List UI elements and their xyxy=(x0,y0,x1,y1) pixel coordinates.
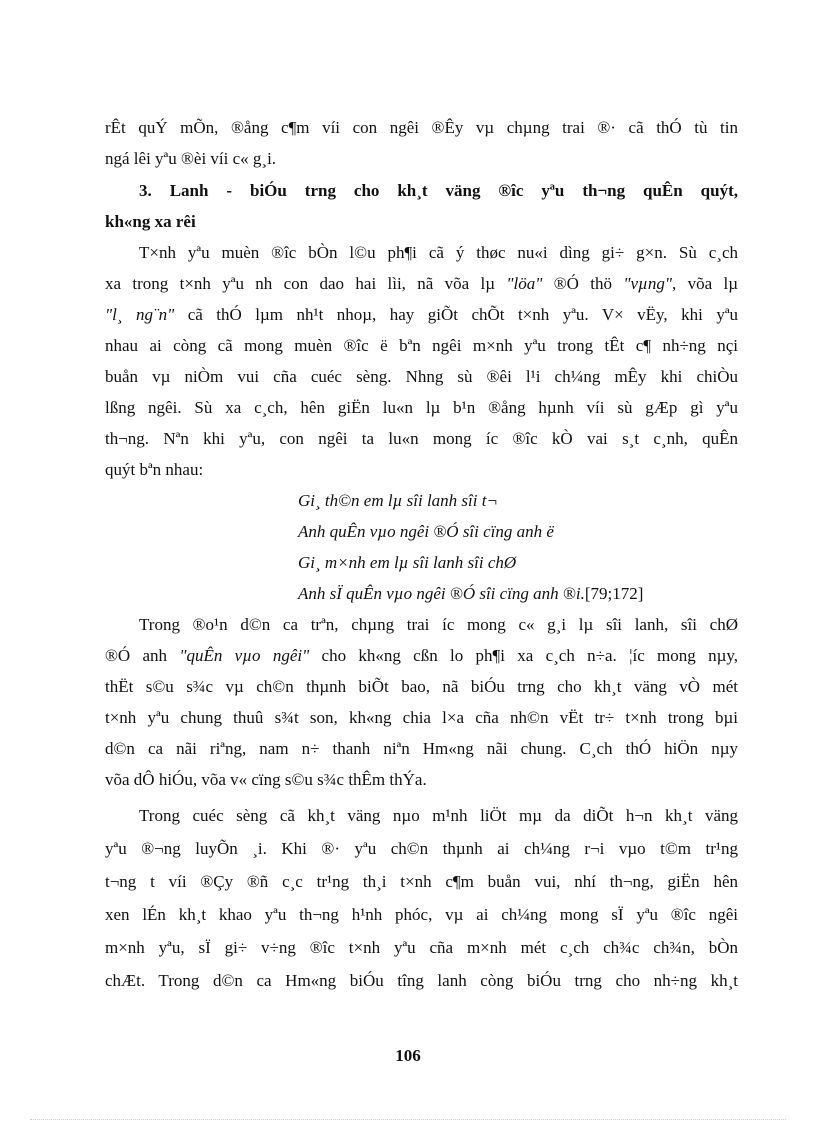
text-line: Trong cuéc sèng cã kh¸t väng nµo m¹nh liÖt mµ da diÕt h¬n kh¸t väng xyxy=(139,806,738,825)
text-line: xa trong t×nh yªu nh con dao hai lìi, nã võa lµ "löa" ®Ó thö "vµng", võa lµ xyxy=(105,274,738,293)
text-line: ngá lêi yªu ®èi víi c« g¸i. xyxy=(105,149,277,168)
text-line: xen lÉn kh¸t khao yªu th¬ng h¹nh phóc, vµ ai ch¼ng mong sÏ yªu ®îc ngêi xyxy=(105,905,738,924)
text-line: võa dÔ hiÓu, võa v« cïng s©u s¾c thÊm thÝa. xyxy=(105,770,427,789)
text-line: quýt bªn nhau: xyxy=(105,460,204,479)
text-line: T×nh yªu muèn ®îc bÒn l©u ph¶i cã ý thøc nu«i dìng gi÷ g×n. Sù c¸ch xyxy=(139,243,738,262)
text-line: t¬ng t víi ®Çy ®ñ c¸c tr¹ng th¸i t×nh c¶m buån vui, nhí th¬ng, giËn hên xyxy=(105,872,738,891)
text-line: "l¸ ng¨n" cã thÓ lµm nh¹t nhoµ, hay giÕt chÕt t×nh yªu. V× vËy, khi yªu xyxy=(105,305,739,324)
text-line: d©n ca nãi riªng, nam n÷ thanh niªn Hm«ng nãi chung. C¸ch thÓ hiÖn nµy xyxy=(105,739,738,758)
text-line: m×nh yªu, sÏ gi÷ v÷ng ®îc t×nh yªu cña m×nh mét c¸ch ch¾c ch¾n, bÒn xyxy=(105,938,738,957)
text-line: thËt s©u s¾c vµ ch©n thµnh biÕt bao, nã biÓu trng cho kh¸t väng vÒ mét xyxy=(105,677,738,696)
text-line: nhau ai còng cã mong muèn ®îc ë bªn ngêi m×nh yªu trong tÊt c¶ nh÷ng nçi xyxy=(105,336,738,355)
text-line: lßng ngêi. Sù xa c¸ch, hên giËn lu«n lµ b¹n ®ång hµnh víi sù gÆp gì yªu xyxy=(105,398,738,417)
footer-divider xyxy=(30,1119,786,1120)
poem-line: Anh quÊn vµo ngêi ®Ó sîi cïng anh ë xyxy=(298,522,554,541)
text-line: th¬ng. Nªn khi yªu, con ngêi ta lu«n mong íc ®îc kÒ vai s¸t c¸nh, quÊn xyxy=(105,429,738,448)
text-line: yªu ®¬ng luyÕn ¸i. Khi ®· yªu ch©n thµnh ai ch¼ng r¬i vµo t©m tr¹ng xyxy=(105,839,738,858)
page-number: 106 xyxy=(395,1046,421,1065)
text-line: rÊt quÝ mÕn, ®ång c¶m víi con ngêi ®Êy vµ chµng trai ®· cã thÓ tù tin xyxy=(105,118,738,137)
text-line: t×nh yªu chung thuû s¾t son, kh«ng chia l×a cña nh©n vËt tr÷ t×nh trong bµi xyxy=(105,708,738,727)
poem-line: Anh sÏ quÊn vµo ngêi ®Ó sîi cïng anh ®i.[79;172] xyxy=(298,584,644,603)
citation: [79;172] xyxy=(584,584,644,603)
text-line: chÆt. Trong d©n ca Hm«ng biÓu tîng lanh còng biÓu trng cho nh÷ng kh¸t xyxy=(105,971,738,990)
section-heading: 3. Lanh - biÓu trng cho kh¸t väng ®îc yªu th¬ng quÊn quýt, xyxy=(139,181,738,200)
poem-line: Gi¸ th©n em lµ sîi lanh sîi t¬ xyxy=(298,491,498,510)
section-heading-cont: kh«ng xa rêi xyxy=(105,212,196,231)
text-line: ®Ó anh "quÊn vµo ngêi" cho kh«ng cßn lo ph¶i xa c¸ch n÷a. ¦íc mong nµy, xyxy=(105,646,739,665)
text-line: Trong ®o¹n d©n ca trªn, chµng trai íc mong c« g¸i lµ sîi lanh, sîi chØ xyxy=(139,615,738,634)
text-line: buån vµ niÒm vui cña cuéc sèng. Nhng sù ®êi l¹i ch¼ng mÊy khi chiÒu xyxy=(105,367,738,386)
poem-line: Gi¸ m×nh em lµ sîi lanh sîi chØ xyxy=(298,553,517,572)
